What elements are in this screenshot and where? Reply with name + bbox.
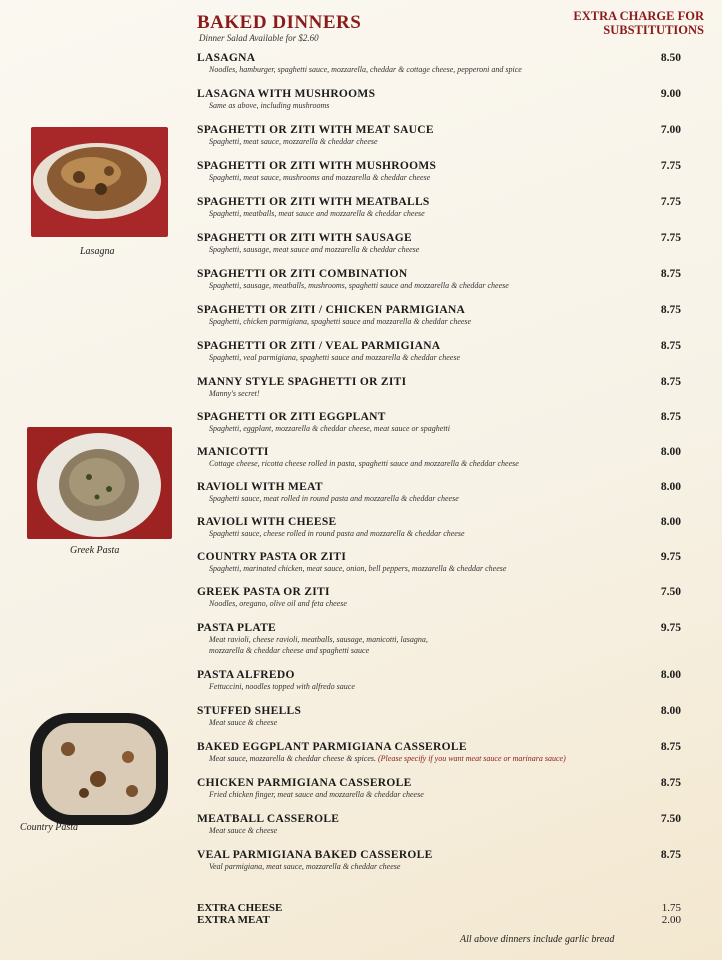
menu-item: [197, 268, 687, 304]
menu-item: [197, 741, 687, 777]
item-description: Spaghetti sauce, cheese rolled in round pasta and mozzarella & cheddar cheese: [209, 529, 465, 538]
item-price: 8.00: [660, 669, 681, 681]
item-name: SPAGHETTI OR ZITI WITH MEAT SAUCE: [197, 124, 434, 136]
menu-item: [197, 196, 687, 232]
greek-pasta-caption: Greek Pasta: [70, 545, 120, 556]
item-price: 8.75: [660, 741, 681, 753]
menu-item: [197, 376, 687, 411]
item-description: Spaghetti, eggplant, mozzarella & cheddar cheese, meat sauce or spaghetti: [209, 424, 450, 433]
substitution-note: EXTRA CHARGE FOR SUBSTITUTIONS: [573, 9, 704, 37]
menu-item: [197, 551, 687, 586]
item-name: BAKED EGGPLANT PARMIGIANA CASSEROLE: [197, 741, 467, 753]
menu-item: [197, 481, 687, 516]
menu-item: [197, 304, 687, 340]
item-description: Spaghetti, chicken parmigiana, spaghetti sauce and mozzarella & cheddar cheese: [209, 317, 472, 326]
item-price: 8.75: [660, 376, 681, 388]
menu-item: [197, 813, 687, 849]
menu-item: [197, 586, 687, 622]
item-name: LASAGNA: [197, 52, 256, 64]
item-description: Spaghetti, sausage, meat sauce and mozzarella & cheddar cheese: [209, 245, 420, 254]
menu-item: [197, 669, 687, 705]
item-price: 8.75: [660, 777, 681, 789]
menu-item: [197, 705, 687, 741]
menu-item: [197, 340, 687, 376]
item-description: Spaghetti, meat sauce, mushrooms and mozzarella & cheddar cheese: [209, 173, 431, 182]
item-description: Noodles, hamburger, spaghetti sauce, mozzarella, cheddar & cottage cheese, pepperoni and spice: [209, 65, 522, 74]
item-description-text: Meat sauce, mozzarella & cheddar cheese & spices.: [209, 754, 376, 763]
item-price: 9.75: [660, 551, 681, 563]
item-price: 7.75: [660, 196, 681, 208]
item-name: PASTA ALFREDO: [197, 669, 295, 681]
item-price: 8.75: [660, 304, 681, 316]
menu-subtitle: Dinner Salad Available for $2.60: [199, 33, 319, 43]
footer-note: All above dinners include garlic bread: [460, 934, 615, 945]
item-price: 8.75: [660, 268, 681, 280]
item-name: MANNY STYLE SPAGHETTI OR ZITI: [197, 376, 407, 388]
item-description: [209, 753, 687, 764]
menu-item: [197, 411, 687, 446]
menu-item: [197, 622, 687, 669]
extra-price: 1.75: [661, 902, 681, 914]
extras-section: [197, 902, 687, 926]
extra-price: 2.00: [661, 914, 681, 926]
menu-item: [197, 124, 687, 160]
item-price: 7.75: [660, 232, 681, 244]
extra-row: [197, 902, 687, 914]
item-description: Veal parmigiana, meat sauce, mozzarella & cheddar cheese: [209, 862, 401, 871]
menu-item: [197, 160, 687, 196]
item-name: PASTA PLATE: [197, 622, 277, 634]
extra-name: EXTRA CHEESE: [197, 902, 283, 914]
country-pasta-caption: Country Pasta: [20, 822, 79, 833]
item-description: Fried chicken finger, meat sauce and mozzarella & cheddar cheese: [209, 790, 424, 799]
item-name: SPAGHETTI OR ZITI / CHICKEN PARMIGIANA: [197, 304, 466, 316]
item-description: Meat ravioli, cheese ravioli, meatballs, sausage, manicotti, lasagna,: [209, 635, 428, 644]
extra-row: [197, 914, 687, 926]
item-name: SPAGHETTI OR ZITI COMBINATION: [197, 268, 408, 280]
menu-items: [197, 52, 687, 885]
item-price: 7.50: [660, 586, 681, 598]
item-price: 8.75: [660, 340, 681, 352]
item-name: RAVIOLI WITH MEAT: [197, 481, 323, 493]
item-description: Meat sauce & cheese: [209, 718, 278, 727]
item-price: 8.75: [660, 849, 681, 861]
item-description: Spaghetti, veal parmigiana, spaghetti sauce and mozzarella & cheddar cheese: [209, 353, 460, 362]
item-description: Spaghetti sauce, meat rolled in round pasta and mozzarella & cheddar cheese: [209, 494, 459, 503]
item-description: Manny's secret!: [209, 389, 260, 398]
item-name: COUNTRY PASTA OR ZITI: [197, 551, 347, 563]
item-description: Spaghetti, meat sauce, mozzarella & cheddar cheese: [209, 137, 378, 146]
item-description: Spaghetti, meatballs, meat sauce and mozzarella & cheddar cheese: [209, 209, 425, 218]
item-name: MANICOTTI: [197, 446, 269, 458]
country-pasta-photo: [28, 709, 170, 829]
menu-item: [197, 849, 687, 885]
item-name: RAVIOLI WITH CHEESE: [197, 516, 337, 528]
item-price: 8.00: [660, 705, 681, 717]
item-description: Spaghetti, marinated chicken, meat sauce, onion, bell peppers, mozzarella & cheddar cheese: [209, 564, 507, 573]
item-description: Noodles, oregano, olive oil and feta cheese: [209, 599, 347, 608]
menu-item: [197, 516, 687, 551]
greek-pasta-photo: [27, 427, 172, 539]
item-name: MEATBALL CASSEROLE: [197, 813, 340, 825]
extra-name: EXTRA MEAT: [197, 914, 270, 926]
item-price: 9.75: [660, 622, 681, 634]
item-price: 8.00: [660, 516, 681, 528]
item-name: STUFFED SHELLS: [197, 705, 302, 717]
item-name: VEAL PARMIGIANA BAKED CASSEROLE: [197, 849, 433, 861]
item-description: Spaghetti, sausage, meatballs, mushrooms, spaghetti sauce and mozzarella & cheddar cheese: [209, 281, 509, 290]
menu-item: [197, 232, 687, 268]
item-name: SPAGHETTI OR ZITI / VEAL PARMIGIANA: [197, 340, 441, 352]
item-price: 8.75: [660, 411, 681, 423]
item-description-line2: mozzarella & cheddar cheese and spaghetti sauce: [209, 646, 370, 655]
item-name: GREEK PASTA OR ZITI: [197, 586, 330, 598]
item-price: 8.50: [660, 52, 681, 64]
item-price: 8.00: [660, 446, 681, 458]
lasagna-photo: [31, 127, 168, 237]
item-description: Same as above, including mushrooms: [209, 101, 330, 110]
item-price: 7.75: [660, 160, 681, 172]
lasagna-caption: Lasagna: [80, 246, 115, 257]
menu-item: [197, 446, 687, 481]
item-name: SPAGHETTI OR ZITI WITH SAUSAGE: [197, 232, 412, 244]
item-description: Meat sauce & cheese: [209, 826, 278, 835]
item-name: LASAGNA WITH MUSHROOMS: [197, 88, 376, 100]
item-price: 8.00: [660, 481, 681, 493]
item-name: SPAGHETTI OR ZITI WITH MUSHROOMS: [197, 160, 437, 172]
item-description: Cottage cheese, ricotta cheese rolled in pasta, spaghetti sauce and mozzarella & cheddar cheese: [209, 459, 519, 468]
item-name: SPAGHETTI OR ZITI EGGPLANT: [197, 411, 386, 423]
menu-item: [197, 52, 687, 88]
item-price: 7.50: [660, 813, 681, 825]
item-price: 7.00: [660, 124, 681, 136]
menu-item: [197, 88, 687, 124]
menu-title: BAKED DINNERS: [197, 12, 362, 33]
item-description: Fettuccini, noodles topped with alfredo sauce: [209, 682, 355, 691]
item-price: 9.00: [660, 88, 681, 100]
item-name: CHICKEN PARMIGIANA CASSEROLE: [197, 777, 412, 789]
item-name: SPAGHETTI OR ZITI WITH MEATBALLS: [197, 196, 430, 208]
menu-item: [197, 777, 687, 813]
item-note: (Please specify if you want meat sauce or marinara sauce): [378, 754, 566, 763]
